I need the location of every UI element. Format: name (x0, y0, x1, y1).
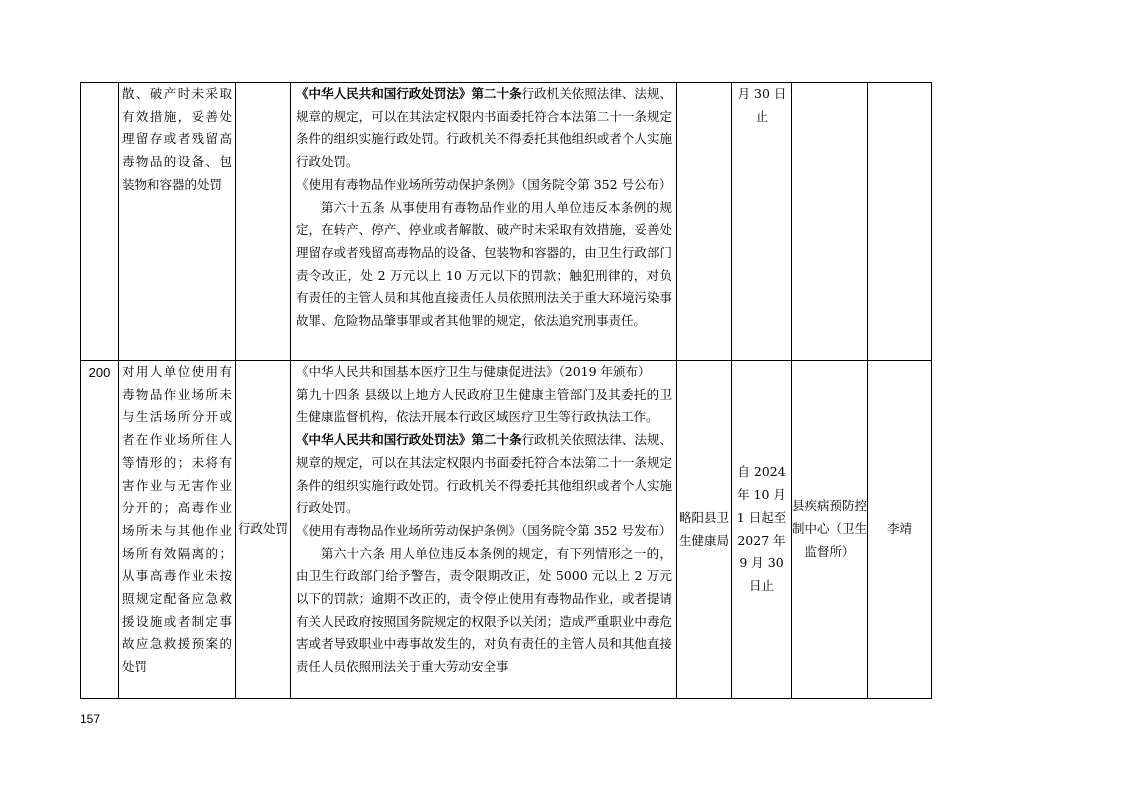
basis-paragraph: 《中华人民共和国行政处罚法》第二十条行政机关依照法律、法规、规章的规定，可以在其法定权限内书面委托符合本法第二十一条规定条件的组织实施行政处罚。行政机关不得委托其他组织或者个人实施行政处罚。 (296, 432, 672, 516)
legal-basis (291, 361, 677, 699)
basis-paragraph: 《中华人民共和国基本医疗卫生与健康促进法》（2019 年颁布） (296, 364, 651, 379)
basis-paragraph: 《使用有毒物品作业场所劳动保护条例》（国务院令第 352 号发布） (296, 522, 672, 538)
agency: 略阳县卫生健康局 (677, 361, 732, 699)
agency (677, 83, 732, 361)
item-name: 对用人单位使用有毒物品作业场所未与生活场所分开或者在作业场所住人等情形的；未将有害作业与无害作业分开的；高毒作业场所未与其他作业场所有效隔离的；从事高毒作业未按照规定配备应急救援设施或者制定事故应急救援预案的处罚 (119, 361, 236, 699)
executing-unit (792, 83, 868, 361)
page-number: 157 (80, 712, 101, 726)
item-name: 散、破产时未采取有效措施，妥善处理留存或者残留高毒物品的设备、包装物和容器的处罚 (119, 83, 236, 361)
basis-paragraph: 《中华人民共和国行政处罚法》第二十条行政机关依照法律、法规、规章的规定，可以在其法定权限内书面委托符合本法第二十一条规定条件的组织实施行政处罚。行政机关不得委托其他组织或者个人实施行政处罚。 (296, 86, 672, 170)
responsible-person: 李靖 (868, 361, 932, 699)
validity-period: 月 30 日止 (732, 83, 792, 361)
basis-paragraph: 第九十四条 县级以上地方人民政府卫生健康主管部门及其委托的卫生健康监督机构，依法开展本行政区域医疗卫生等行政执法工作。 (296, 386, 672, 425)
table-row (81, 83, 932, 361)
basis-paragraph: 第六十六条 用人单位违反本条例的规定，有下列情形之一的，由卫生行政部门给予警告，责令限期改正，处 5000 元以上 2 万元以下的罚款；逾期不改正的，责令停止使用有毒物品作业，或者提请有关人民政府按照国务院规定的权限予以关闭；造成严重职业中毒危害或者导致职业中毒事故发生的，对负有责任的主管人员和其他直接责任人员依照刑法关于重大劳动安全事 (296, 545, 672, 675)
table-row (81, 361, 932, 699)
row-number (81, 83, 119, 361)
item-category (236, 83, 291, 361)
row-number: 200 (81, 361, 119, 699)
basis-paragraph: 第六十五条 从事使用有毒物品作业的用人单位违反本条例的规定，在转产、停产、停业或者解散、破产时未采取有效措施，妥善处理留存或者残留高毒物品的设备、包装物和容器的，由卫生行政部门责令改正，处 2 万元以上 10 万元以下的罚款；触犯刑律的，对负有责任的主管人员和其他直接责任人员依照刑法关于重大环境污染事故罪、危险物品肇事罪或者其他罪的规定，依法追究刑事责任。 (296, 199, 672, 329)
executing-unit: 县疾病预防控制中心（卫生监督所） (792, 361, 868, 699)
basis-paragraph: 《使用有毒物品作业场所劳动保护条例》（国务院令第 352 号公布） (296, 176, 672, 192)
responsible-person (868, 83, 932, 361)
legal-basis (291, 83, 677, 361)
item-category: 行政处罚 (236, 361, 291, 699)
validity-period: 自 2024 年 10 月 1 日起至 2027 年 9 月 30 日止 (732, 361, 792, 699)
enforcement-table (80, 82, 932, 699)
